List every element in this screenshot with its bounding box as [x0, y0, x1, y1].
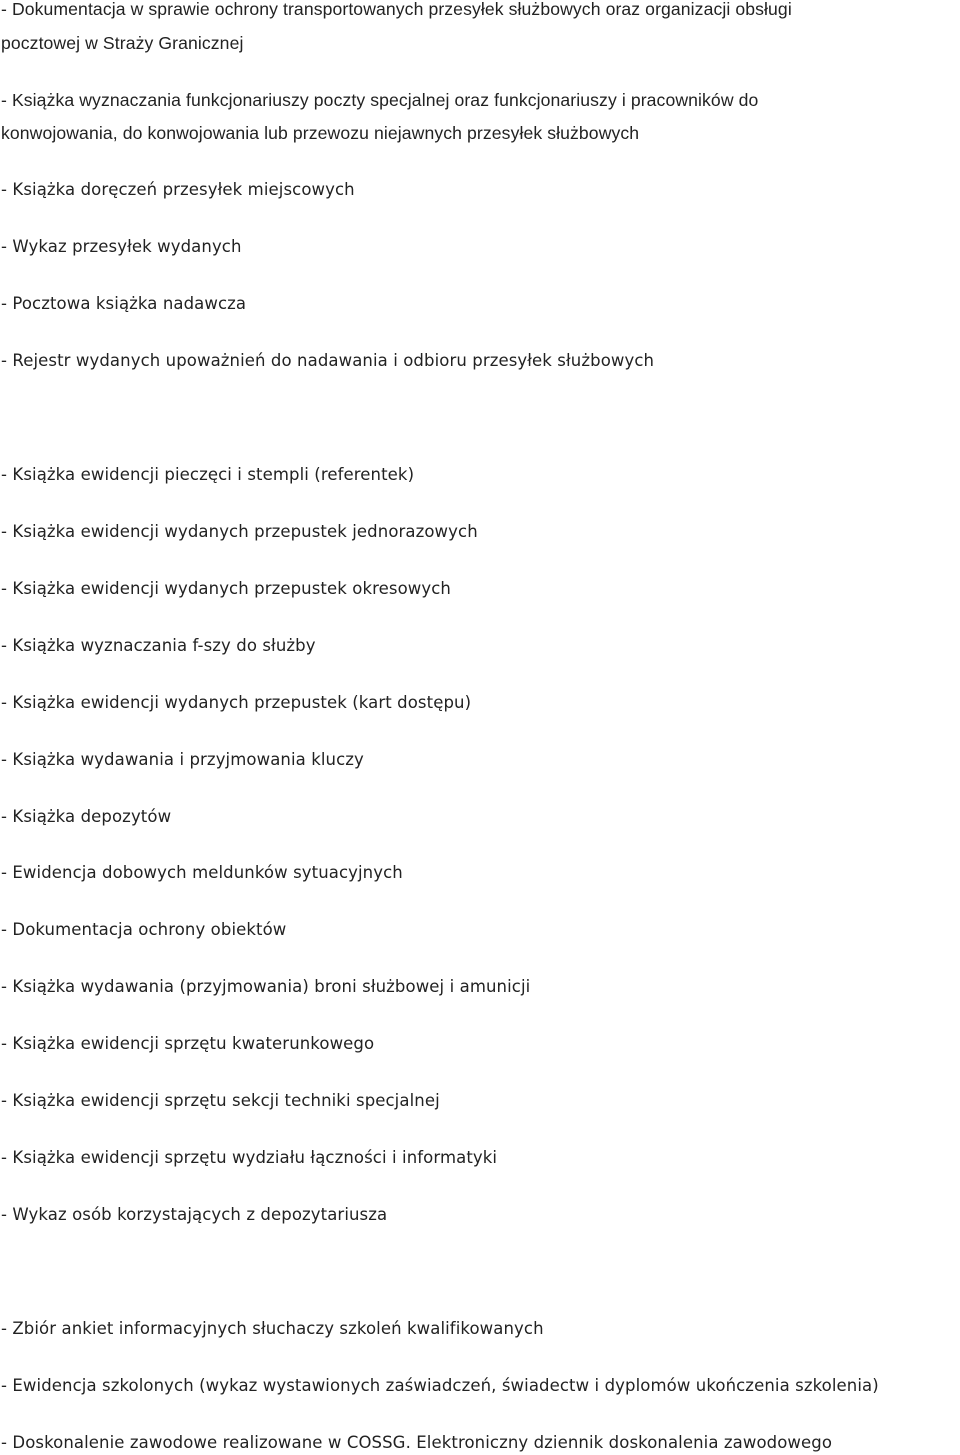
list-item: - Książka ewidencji wydanych przepustek (kart dostępu) [1, 693, 472, 712]
list-item: - Ewidencja dobowych meldunków sytuacyjnych [1, 863, 403, 882]
list-item: - Książka depozytów [1, 807, 172, 826]
list-item: - Książka wyznaczania funkcjonariuszy poczty specjalnej oraz funkcjonariuszy i pracowników do [1, 90, 759, 110]
list-item: - Książka ewidencji wydanych przepustek jednorazowych [1, 522, 478, 541]
list-item: - Doskonalenie zawodowe realizowane w COSSG. Elektroniczny dziennik doskonalenia zawodowego [1, 1433, 833, 1452]
list-item: pocztowej w Straży Granicznej [1, 33, 244, 53]
list-item: - Książka wyznaczania f-szy do służby [1, 636, 316, 655]
list-item: - Książka wydawania i przyjmowania kluczy [1, 750, 364, 769]
list-item: - Ewidencja szkolonych (wykaz wystawionych zaświadczeń, świadectw i dyplomów ukończenia szkolenia) [1, 1376, 879, 1395]
list-item: - Wykaz osób korzystających z depozytariusza [1, 1205, 388, 1224]
list-item: - Książka ewidencji wydanych przepustek okresowych [1, 579, 451, 598]
list-item: - Dokumentacja ochrony obiektów [1, 920, 287, 939]
list-item: - Dokumentacja w sprawie ochrony transportowanych przesyłek służbowych oraz organizacji obsługi [1, 0, 792, 19]
list-item: - Zbiór ankiet informacyjnych słuchaczy szkoleń kwalifikowanych [1, 1319, 544, 1338]
list-item: - Książka doręczeń przesyłek miejscowych [1, 180, 355, 199]
list-item: - Książka ewidencji pieczęci i stempli (referentek) [1, 465, 415, 484]
list-item: - Książka wydawania (przyjmowania) broni służbowej i amunicji [1, 977, 531, 996]
list-item: - Wykaz przesyłek wydanych [1, 237, 242, 256]
list-item: - Rejestr wydanych upoważnień do nadawania i odbioru przesyłek służbowych [1, 351, 655, 370]
list-item: - Książka ewidencji sprzętu kwaterunkowego [1, 1034, 375, 1053]
list-item: - Pocztowa książka nadawcza [1, 294, 247, 313]
list-item: konwojowania, do konwojowania lub przewozu niejawnych przesyłek służbowych [1, 123, 640, 143]
list-item: - Książka ewidencji sprzętu wydziału łączności i informatyki [1, 1148, 498, 1167]
list-item: - Książka ewidencji sprzętu sekcji techniki specjalnej [1, 1091, 440, 1110]
